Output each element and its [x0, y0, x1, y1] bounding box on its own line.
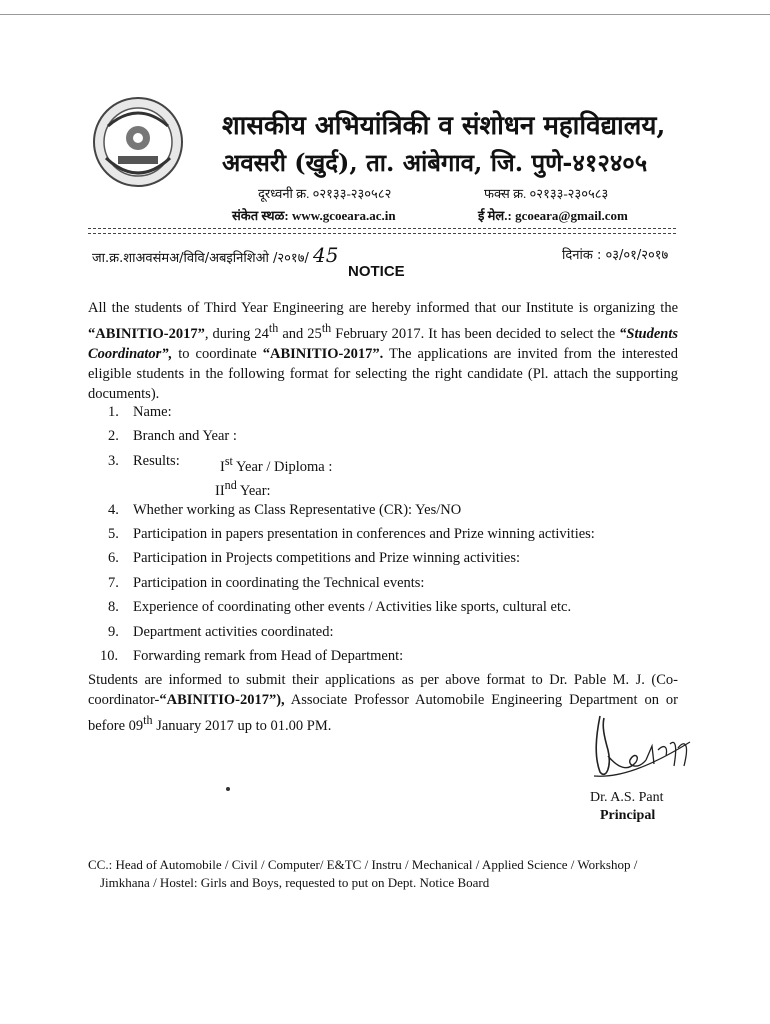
- item-number: 2.: [108, 428, 119, 445]
- event-name: “ABINITIO-2017”: [88, 325, 205, 342]
- list-item: [108, 402, 595, 426]
- intro-text: The applications are invited from the interested eligible students in the following format for selecting the right candidate (Pl. attach the supporting documents).: [88, 345, 678, 402]
- item-text: Department activities coordinated:: [133, 623, 334, 640]
- reference-number: [92, 243, 338, 267]
- list-item: [108, 426, 595, 450]
- superscript: th: [143, 713, 153, 727]
- closing-text: January 2017 up to 01.00 PM.: [152, 717, 332, 734]
- item-text: Whether working as Class Representative (CR): Yes/NO: [133, 501, 462, 518]
- divider-dashed: [88, 233, 676, 234]
- intro-text: to coordinate: [172, 345, 263, 362]
- event-name: “ABINITIO-2017”.: [262, 345, 384, 362]
- item-number: 10.: [100, 647, 119, 664]
- superscript: th: [321, 321, 332, 335]
- list-item: [100, 646, 595, 670]
- item-text: Participation in coordinating the Technical events:: [133, 574, 425, 591]
- item-text: Participation in papers presentation in conferences and Prize winning activities:: [133, 525, 595, 542]
- superscript: st: [224, 453, 233, 468]
- email-link[interactable]: gcoeara@gmail.com: [515, 208, 628, 223]
- closing-text: Associate Professor Automobile Engineering Department on or before 09: [88, 692, 678, 734]
- role-name: “Students Coordinator”,: [88, 325, 679, 362]
- website-link[interactable]: www.gcoeara.ac.in: [292, 208, 396, 223]
- year-text: Year / Diploma :: [232, 458, 333, 475]
- list-item: [108, 451, 595, 475]
- year-text: Year:: [236, 483, 271, 499]
- item-number: 8.: [108, 599, 119, 616]
- item-text: Participation in Projects competitions and Prize winning activities:: [133, 550, 520, 567]
- item-number: 3.: [108, 452, 119, 469]
- list-item: [108, 573, 595, 597]
- year-num: II: [215, 483, 225, 499]
- list-item: [108, 597, 595, 621]
- intro-text: and 25: [278, 325, 322, 342]
- divider-dashed: [88, 228, 676, 229]
- item-number: 6.: [108, 550, 119, 567]
- phone-number: दूरध्वनी क्र. ०२१३३-२३०५८२: [258, 186, 392, 201]
- closing-text: Students are informed to submit their applications as per above format to Dr. Pable M. J. (Co-coordinator-: [88, 672, 678, 708]
- website-label: संकेत स्थळ:: [232, 208, 289, 223]
- list-item: [108, 500, 595, 524]
- item-number: 7.: [108, 574, 119, 591]
- signatory-name: Dr. A.S. Pant: [590, 790, 664, 805]
- item-text: Experience of coordinating other events / Activities like sports, cultural etc.: [133, 599, 572, 616]
- item-text: Forwarding remark from Head of Department:: [133, 647, 404, 664]
- college-address: अवसरी (खुर्द), ता. आंबेगाव, जि. पुणे-४१२४०५: [222, 148, 648, 177]
- signatory-title: Principal: [600, 808, 656, 823]
- application-format-list: [100, 402, 595, 670]
- item-number: 9.: [108, 623, 119, 640]
- list-item: [108, 622, 595, 646]
- reference-text: जा.क्र.शाअवसंमअ/विवि/अबइनिशिओ /२०१७/: [92, 251, 309, 266]
- item-number: 4.: [108, 501, 119, 518]
- cc-list: [88, 856, 678, 892]
- intro-paragraph: [88, 298, 678, 404]
- result-year1: [220, 451, 332, 477]
- college-name: शासकीय अभियांत्रिकी व संशोधन महाविद्यालय,: [222, 111, 666, 141]
- scan-edge-line: [0, 14, 770, 15]
- intro-text: February 2017. It has been decided to select the: [331, 325, 620, 342]
- item-text: Name:: [133, 404, 172, 420]
- notice-date: दिनांक : ०३/०१/२०१७: [562, 248, 669, 263]
- result-year2: [215, 475, 271, 501]
- cc-line-1: CC.: Head of Automobile / Civil / Computer/ E&TC / Instru / Mechanical / Applied Science / Workshop /: [88, 857, 638, 872]
- superscript: th: [268, 321, 279, 335]
- intro-text: , during 24: [204, 325, 269, 342]
- item-number: 1.: [108, 404, 119, 420]
- email-line: [478, 206, 628, 224]
- superscript: nd: [224, 478, 237, 493]
- event-name: “ABINITIO-2017”),: [159, 692, 285, 708]
- handwritten-signature: [578, 706, 698, 786]
- fax-number: फक्स क्र. ०२१३३-२३०५८३: [484, 186, 609, 201]
- handwritten-number: 45: [312, 243, 339, 267]
- scan-speck: [226, 787, 230, 791]
- list-item: [108, 548, 595, 572]
- email-label: ई मेल.:: [478, 208, 512, 223]
- cc-line-2: Jimkhana / Hostel: Girls and Boys, requested to put on Dept. Notice Board: [100, 875, 490, 890]
- year-num: I: [220, 458, 225, 475]
- notice-title: NOTICE: [348, 263, 405, 280]
- item-text: Results:: [133, 452, 180, 469]
- college-logo: [92, 96, 184, 188]
- item-text: Branch and Year :: [133, 428, 237, 445]
- intro-text: All the students of Third Year Engineering are hereby informed that our Institute is organizing the: [88, 300, 678, 316]
- item-number: 5.: [108, 525, 119, 542]
- list-item: [108, 524, 595, 548]
- list-item: [108, 475, 595, 499]
- website-line: [232, 206, 396, 224]
